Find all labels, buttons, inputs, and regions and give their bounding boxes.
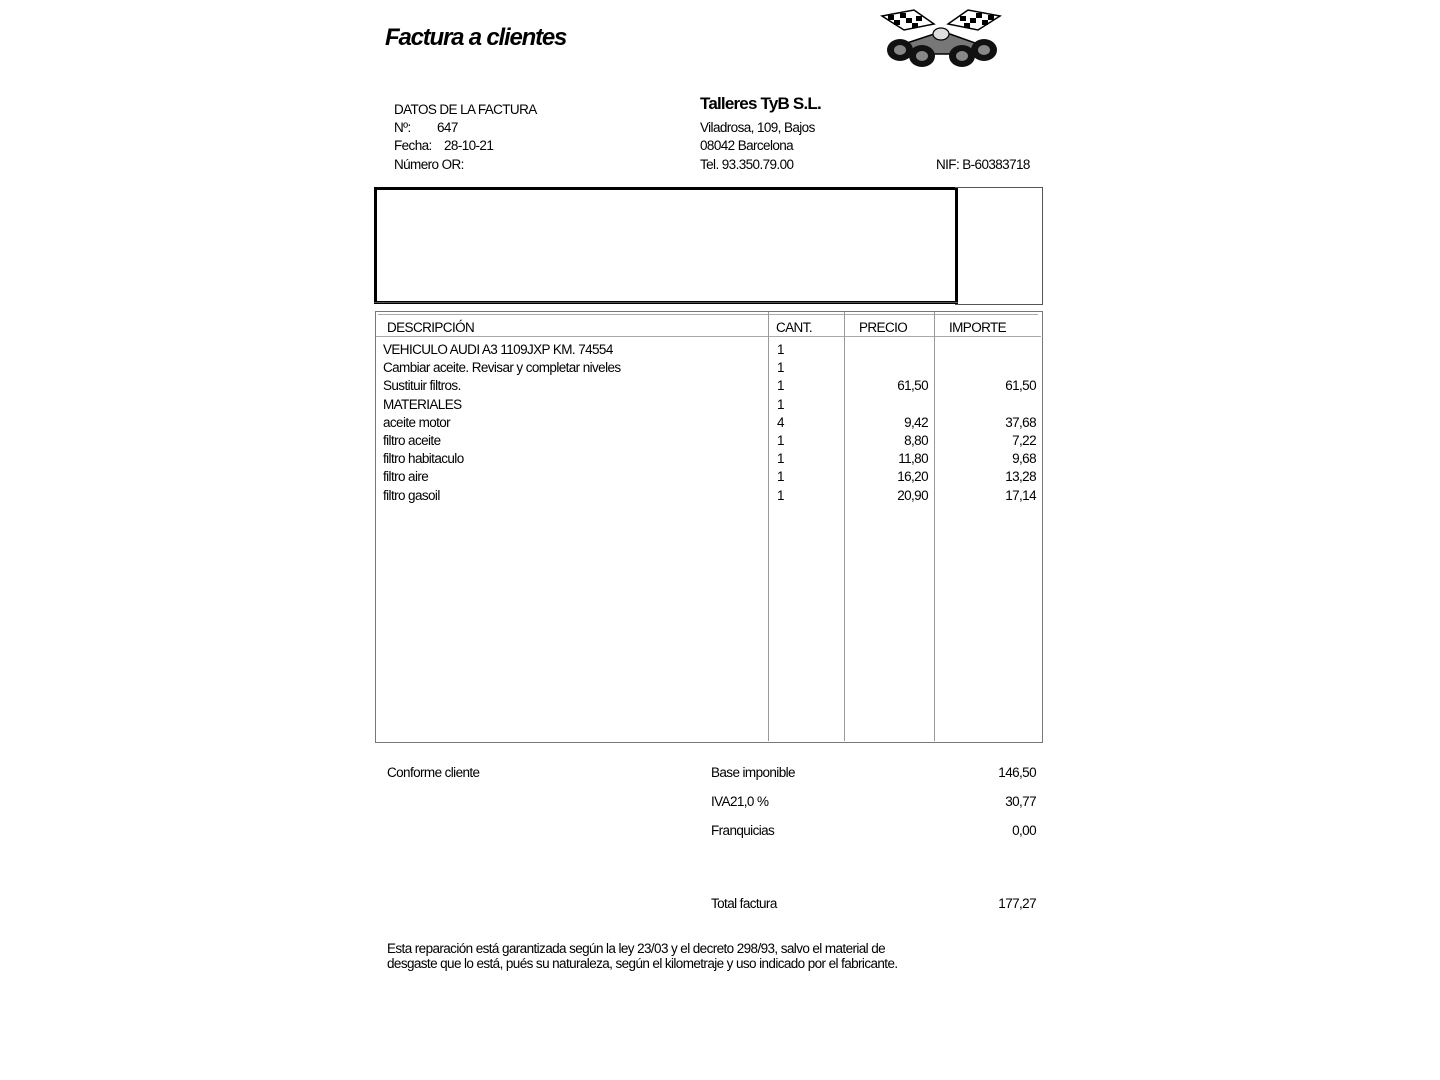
item-price: 20,90 — [897, 488, 928, 503]
company-nif: NIF: B-60383718 — [936, 157, 1030, 172]
invoice-total-value: 177,27 — [998, 896, 1036, 911]
invoice-date-value: 28-10-21 — [444, 138, 494, 153]
column-header-quantity: CANT. — [776, 320, 813, 335]
document-title: Factura a clientes — [385, 24, 567, 51]
item-amount: 61,50 — [1005, 378, 1036, 393]
franchise-value: 0,00 — [1012, 823, 1036, 838]
race-car-logo-icon — [874, 6, 1008, 68]
item-amount: 37,68 — [1005, 415, 1036, 430]
invoice-number-label: Nº: — [394, 120, 411, 135]
franchise-label: Franquicias — [711, 823, 775, 838]
column-divider-price — [844, 312, 845, 741]
tax-base-label: Base imponible — [711, 765, 795, 780]
column-header-description: DESCRIPCIÓN — [387, 320, 475, 335]
invoice-data-heading: DATOS DE LA FACTURA — [394, 102, 537, 117]
client-box-underline — [374, 302, 958, 303]
tax-base-value: 146,50 — [998, 765, 1036, 780]
item-description: aceite motor — [383, 415, 451, 430]
company-city: 08042 Barcelona — [700, 138, 794, 153]
or-number-label: Número OR: — [394, 157, 464, 172]
table-header-divider — [376, 336, 1041, 337]
item-amount: 7,22 — [1012, 433, 1036, 448]
company-address: Viladrosa, 109, Bajos — [700, 120, 815, 135]
item-description: Cambiar aceite. Revisar y completar niveles — [383, 360, 621, 375]
warranty-note — [387, 941, 987, 971]
item-description: VEHICULO AUDI A3 1109JXP KM. 74554 — [383, 342, 613, 357]
item-quantity: 1 — [777, 451, 784, 466]
client-side-box — [955, 187, 1043, 305]
item-quantity: 1 — [777, 488, 784, 503]
invoice-date-label: Fecha: — [394, 138, 432, 153]
item-quantity: 1 — [777, 378, 784, 393]
column-header-price: PRECIO — [859, 320, 908, 335]
item-description: MATERIALES — [383, 397, 462, 412]
item-quantity: 1 — [777, 360, 784, 375]
item-description: filtro aceite — [383, 433, 441, 448]
column-divider-qty — [768, 312, 769, 741]
invoice-number-value: 647 — [437, 120, 458, 135]
item-description: filtro aire — [383, 469, 429, 484]
client-conformity-label: Conforme cliente — [387, 765, 480, 780]
item-description: filtro gasoil — [383, 488, 440, 503]
company-phone: Tel. 93.350.79.00 — [700, 157, 794, 172]
column-divider-amount — [934, 312, 935, 741]
item-price: 9,42 — [904, 415, 928, 430]
item-quantity: 1 — [777, 469, 784, 484]
client-address-box — [374, 187, 958, 304]
invoice-total-label: Total factura — [711, 896, 777, 911]
item-description: filtro habitaculo — [383, 451, 464, 466]
vat-label: IVA21,0 % — [711, 794, 769, 809]
warranty-note-line-1: Esta reparación está garantizada según la ley 23/03 y el decreto 298/93, salvo el material de — [387, 941, 886, 956]
item-amount: 17,14 — [1005, 488, 1036, 503]
company-name: Talleres TyB S.L. — [700, 94, 821, 113]
warranty-note-line-2: desgaste que lo está, pués su naturaleza, según el kilometraje y uso indicado por el fabricante. — [387, 956, 898, 971]
items-table — [375, 311, 1043, 743]
item-amount: 9,68 — [1012, 451, 1036, 466]
vat-value: 30,77 — [1005, 794, 1036, 809]
item-quantity: 4 — [777, 415, 784, 430]
item-description: Sustituir filtros. — [383, 378, 461, 393]
column-header-amount: IMPORTE — [949, 320, 1007, 335]
item-price: 61,50 — [897, 378, 928, 393]
item-quantity: 1 — [777, 342, 784, 357]
item-price: 11,80 — [898, 451, 928, 466]
table-inner-border — [378, 314, 1038, 315]
item-price: 8,80 — [904, 433, 928, 448]
item-quantity: 1 — [777, 397, 784, 412]
item-quantity: 1 — [777, 433, 784, 448]
item-amount: 13,28 — [1005, 469, 1036, 484]
item-price: 16,20 — [897, 469, 928, 484]
